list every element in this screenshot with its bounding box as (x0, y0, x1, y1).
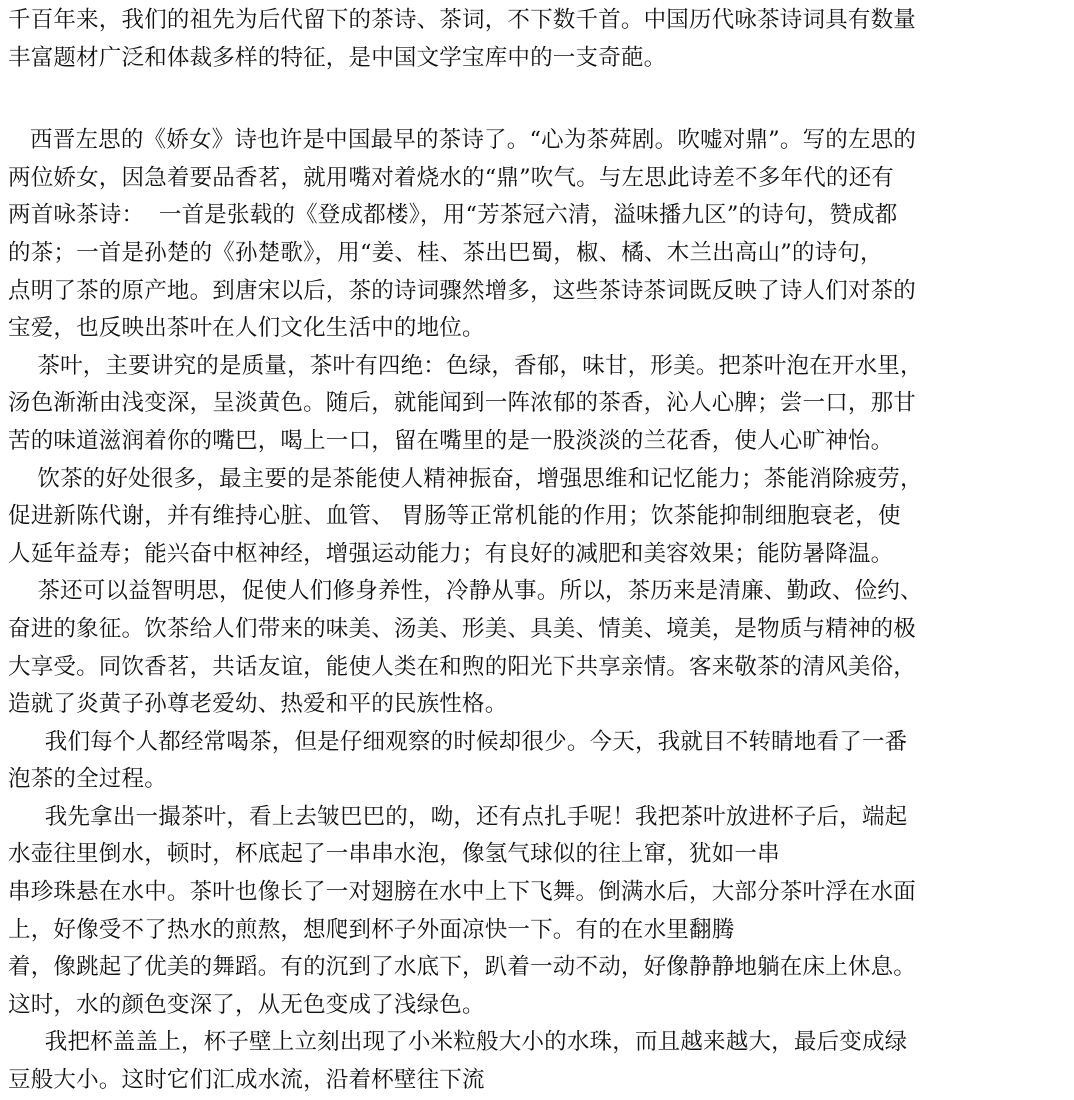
text-line: 奋进的象征。饮茶给人们带来的味美、汤美、形美、具美、情美、境美，是物质与精神的极 (8, 615, 917, 642)
text-line: 丰富题材广泛和体裁多样的特征，是中国文学宝库中的一支奇葩。 (8, 44, 667, 71)
text-line: 人延年益寿；能兴奋中枢神经，增强运动能力；有良好的减肥和美容效果；能防暑降温。 (8, 540, 894, 567)
text-line: 饮茶的好处很多，最主要的是茶能使人精神振奋，增强思维和记忆能力；茶能消除疲劳， (8, 465, 923, 492)
text-line: 苦的味道滋润着你的嘴巴，喝上一口，留在嘴里的是一股淡淡的兰花香，使人心旷神怡。 (8, 427, 894, 454)
text-line: 我把杯盖盖上，杯子壁上立刻出现了小米粒般大小的水珠，而且越来越大，最后变成绿 (8, 1029, 908, 1056)
text-line: 点明了茶的原产地。到唐宋以后，茶的诗词骤然增多，这些茶诗茶词既反映了诗人们对茶的 (8, 277, 917, 304)
text-line: 水壶往里倒水，顿时，杯底起了一串串水泡，像氢气球似的往上窜，犹如一串 (8, 841, 780, 868)
text-line: 串珍珠悬在水中。茶叶也像长了一对翅膀在水中上下飞舞。倒满水后，大部分茶叶浮在水面 (8, 879, 917, 906)
text-line: 汤色渐渐由浅变深，呈淡黄色。随后，就能闻到一阵浓郁的茶香，沁人心脾；尝一口，那甘 (8, 390, 917, 417)
document-page (8, 2, 1068, 1100)
text-line: 我先拿出一撮茶叶，看上去皱巴巴的，呦，还有点扎手呢！我把茶叶放进杯子后，端起 (8, 803, 908, 830)
text-line: 上，好像受不了热水的煎熬，想爬到杯子外面凉快一下。有的在水里翻腾 (8, 916, 735, 943)
text-line: 宝爱，也反映出茶叶在人们文化生活中的地位。 (8, 315, 485, 342)
text-line: 茶还可以益智明思，促使人们修身养性，冷静从事。所以，茶历来是清廉、勤政、俭约、 (8, 578, 923, 605)
text-line: 两位娇女，因急着要品香茗，就用嘴对着烧水的“鼎”吹气。与左思此诗差不多年代的还有 (8, 164, 895, 191)
text-line: 我们每个人都经常喝茶，但是仔细观察的时候却很少。今天，我就目不转睛地看了一番 (8, 728, 908, 755)
text-line: 两首咏茶诗： 一首是张载的《登成都楼》，用“芳茶冠六清，溢味播九区”的诗句，赞成都 (8, 202, 898, 229)
paragraph-gap (8, 77, 1068, 122)
text-line: 这时，水的颜色变深了，从无色变成了浅绿色。 (8, 991, 485, 1018)
text-line: 茶叶，主要讲究的是质量，茶叶有四绝：色绿，香郁，味甘，形美。把茶叶泡在开水里， (8, 352, 923, 379)
text-line: 豆般大小。这时它们汇成水流，沿着杯壁往下流 (8, 1067, 485, 1094)
text-line: 着，像跳起了优美的舞蹈。有的沉到了水底下，趴着一动不动，好像静静地躺在床上休息。 (8, 954, 917, 981)
text-line: 泡茶的全过程。 (8, 766, 167, 793)
text-line: 西晋左思的《娇女》诗也许是中国最早的茶诗了。“心为茶荈剧。吹嘘对鼎”。写的左思的 (8, 127, 917, 154)
text-line: 的茶；一首是孙楚的《孙楚歌》，用“姜、桂、茶出巴蜀，椒、橘、木兰出高山”的诗句， (8, 239, 883, 266)
text-line: 造就了炎黄子孙尊老爱幼、热爱和平的民族性格。 (8, 691, 508, 718)
text-line: 大享受。同饮香茗，共话友谊，能使人类在和煦的阳光下共享亲情。客来敬茶的清风美俗， (8, 653, 917, 680)
text-line: 千百年来，我们的祖先为后代留下的茶诗、茶词，不下数千首。中国历代咏茶诗词具有数量 (8, 7, 917, 33)
text-line: 促进新陈代谢，并有维持心脏、血管、 胃肠等正常机能的作用；饮茶能抑制细胞衰老，使 (8, 503, 901, 530)
